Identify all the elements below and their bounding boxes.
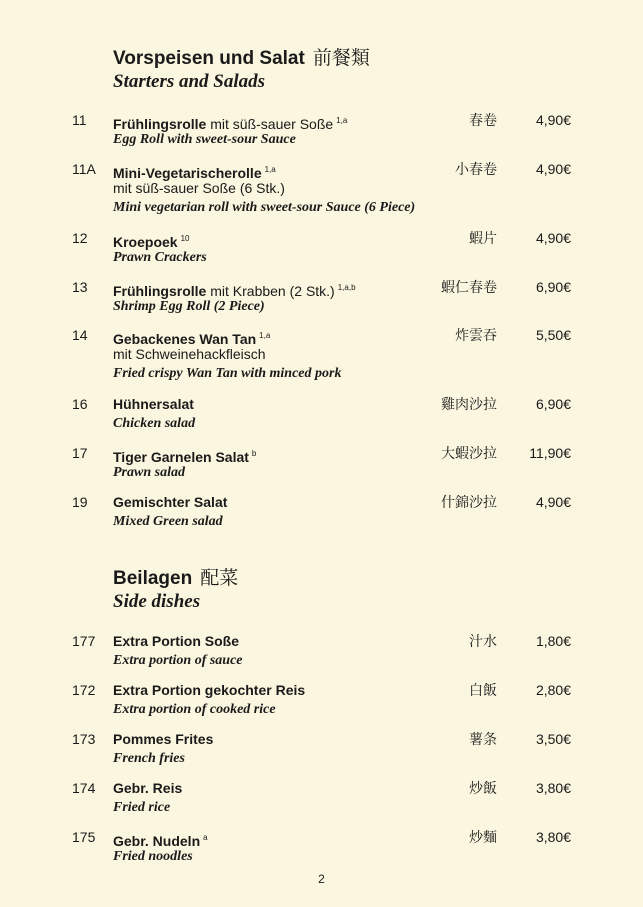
- section-subtitle: Side dishes: [113, 591, 201, 612]
- item-price: 1,80€: [535, 633, 571, 649]
- item-name-cn: 白飯: [469, 682, 497, 698]
- section-title: Beilagen 配菜: [113, 568, 239, 589]
- item-name-en: Prawn Crackers: [113, 250, 207, 265]
- item-name-cn: 什錦沙拉: [441, 494, 497, 510]
- item-name: Hühnersalat: [113, 396, 194, 412]
- item-name-de: [113, 730, 213, 749]
- item-name-cn: 小春卷: [455, 161, 497, 177]
- item-price: 3,50€: [535, 731, 571, 747]
- item-name-en: Extra portion of sauce: [113, 653, 243, 668]
- item-price: 4,90€: [535, 112, 571, 128]
- section-header: [113, 47, 370, 93]
- item-name: Extra Portion gekochter Reis: [113, 682, 306, 698]
- item-price: 3,80€: [535, 829, 571, 845]
- item-number: 174: [72, 780, 96, 796]
- item-name: Frühlingsrolle: [113, 283, 207, 299]
- item-name-cn: 炸雲吞: [455, 327, 497, 343]
- item-number: 16: [72, 396, 88, 412]
- item-number: 13: [72, 279, 88, 295]
- item-name-en: Fried crispy Wan Tan with minced pork: [113, 366, 342, 381]
- item-name-rest: mit Krabben (2 Stk.): [206, 283, 335, 299]
- item-price: 4,90€: [535, 161, 571, 177]
- item-name-cn: 大蝦沙拉: [441, 445, 497, 461]
- item-number: 172: [72, 682, 96, 698]
- item-name-en: Extra portion of cooked rice: [113, 702, 276, 717]
- page-number: 2: [318, 872, 325, 886]
- item-name: Kroepoek: [113, 234, 178, 250]
- item-price: 2,80€: [535, 682, 571, 698]
- allergen-codes: 1,a: [259, 331, 271, 340]
- allergen-codes: 1,a: [264, 165, 276, 174]
- item-name: Gebackenes Wan Tan: [113, 331, 257, 347]
- item-name-en: Mixed Green salad: [113, 514, 223, 529]
- item-name-cn: 蝦片: [469, 230, 497, 246]
- item-name-en: Prawn salad: [113, 465, 185, 480]
- item-name-cn: 雞肉沙拉: [441, 396, 497, 412]
- item-name: Mini-Vegetarischerolle: [113, 165, 262, 181]
- item-number: 173: [72, 731, 96, 747]
- item-name-en: Shrimp Egg Roll (2 Piece): [113, 299, 265, 314]
- item-name-en: Fried rice: [113, 800, 171, 815]
- allergen-codes: a: [203, 833, 208, 842]
- item-price: 11,90€: [529, 445, 571, 461]
- item-number: 14: [72, 327, 88, 343]
- item-name-de: [113, 632, 239, 651]
- allergen-codes: 10: [180, 234, 190, 243]
- item-name: Gebr. Reis: [113, 780, 183, 796]
- item-name-cn: 汁水: [469, 633, 497, 649]
- allergen-codes: 1,a,b: [337, 283, 356, 292]
- item-description-de: mit süß-sauer Soße (6 Stk.): [113, 180, 285, 196]
- item-name-de: [113, 493, 227, 512]
- item-name: Gebr. Nudeln: [113, 833, 201, 849]
- item-price: 5,50€: [535, 327, 571, 343]
- item-price: 6,90€: [535, 279, 571, 295]
- item-number: 177: [72, 633, 96, 649]
- item-name-en: French fries: [113, 751, 185, 766]
- item-name: Extra Portion Soße: [113, 633, 240, 649]
- item-name: Pommes Frites: [113, 731, 214, 747]
- item-number: 12: [72, 230, 88, 246]
- item-name-en: Fried noodles: [113, 849, 193, 864]
- item-name-cn: 薯条: [469, 731, 497, 747]
- item-name-cn: 炒飯: [469, 780, 497, 796]
- item-name-de: [113, 779, 182, 798]
- item-name-rest: mit süß-sauer Soße: [206, 116, 334, 132]
- item-name-de: [113, 681, 305, 700]
- item-name-cn: 炒麵: [469, 829, 497, 845]
- allergen-codes: b: [251, 449, 257, 458]
- section-title: Vorspeisen und Salat 前餐類: [113, 48, 370, 69]
- item-number: 19: [72, 494, 88, 510]
- item-name: Frühlingsrolle: [113, 116, 207, 132]
- section-header: [113, 567, 238, 613]
- item-number: 17: [72, 445, 88, 461]
- item-price: 3,80€: [535, 780, 571, 796]
- item-name-en: Chicken salad: [113, 416, 196, 431]
- section-subtitle: Starters and Salads: [113, 71, 266, 92]
- allergen-codes: 1,a: [336, 116, 348, 125]
- item-description-de: mit Schweinehackfleisch: [113, 346, 266, 362]
- item-name-en: Mini vegetarian roll with sweet-sour Sauce (6 Piece): [113, 200, 416, 215]
- item-price: 6,90€: [535, 396, 571, 412]
- item-price: 4,90€: [535, 230, 571, 246]
- item-name: Tiger Garnelen Salat: [113, 449, 249, 465]
- item-name: Gemischter Salat: [113, 494, 228, 510]
- item-price: 4,90€: [535, 494, 571, 510]
- item-number: 11A: [72, 161, 96, 177]
- item-name-cn: 春卷: [469, 112, 497, 128]
- item-name-cn: 蝦仁春卷: [441, 279, 497, 295]
- item-name-de: [113, 395, 194, 414]
- item-number: 175: [72, 829, 96, 845]
- item-number: 11: [72, 112, 87, 128]
- item-name-en: Egg Roll with sweet-sour Sauce: [113, 132, 296, 147]
